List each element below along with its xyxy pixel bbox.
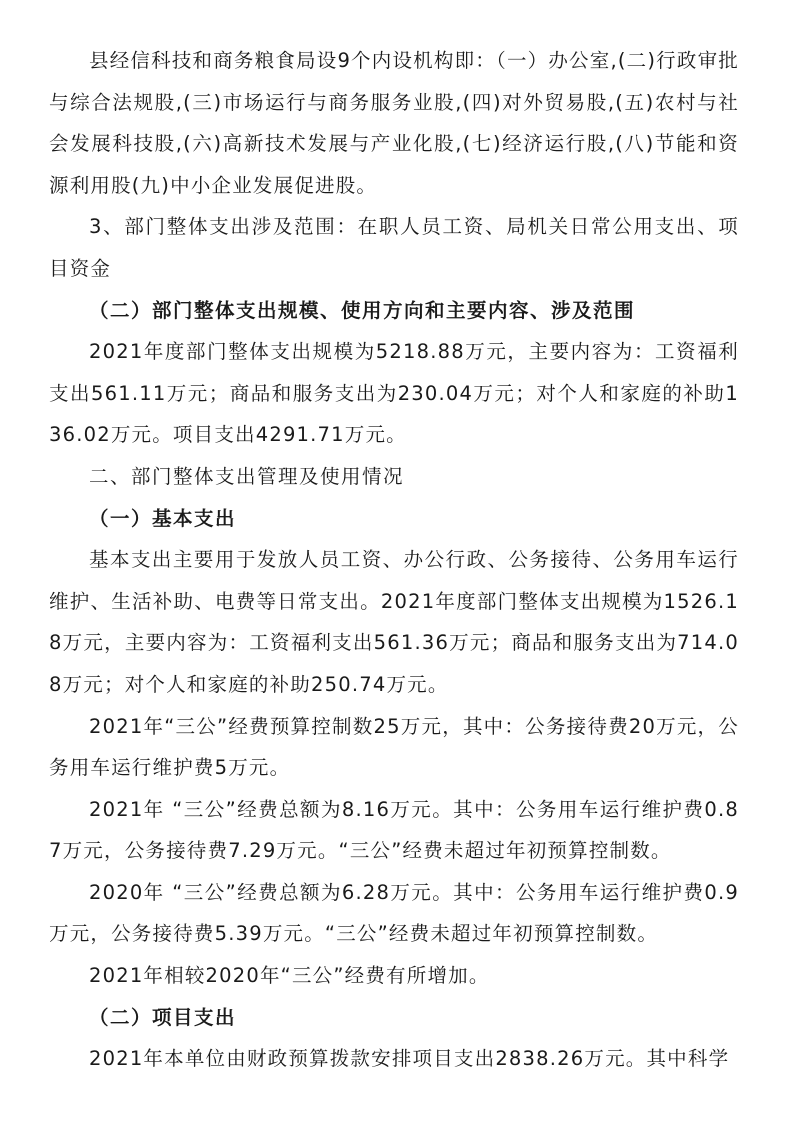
- document-body: [49, 40, 739, 1080]
- paragraph-three-public-budget: 2021年“三公”经费预算控制数25万元，其中：公务接待费20万元，公务用车运行维护费5万元。: [49, 714, 739, 780]
- paragraph-basic-expenditure: 基本支出主要用于发放人员工资、办公行政、公务接待、公务用车运行维护、生活补助、电费等日常支出。2021年度部门整体支出规模为1526.18万元，主要内容为：工资福利支出561.36万元；商品和服务支出为714.08万元；对个人和家庭的补助250.74万元。: [49, 548, 739, 696]
- heading-basic-expenditure: （一）基本支出: [89, 506, 237, 530]
- heading-expenditure-scale: （二）部门整体支出规模、使用方向和主要内容、涉及范围: [89, 298, 636, 322]
- paragraph-project-expenditure: 2021年本单位由财政预算拨款安排项目支出2838.26万元。其中科学: [89, 1047, 730, 1071]
- heading-project-expenditure: （二）项目支出: [89, 1005, 237, 1029]
- paragraph-internal-structure: 县经信科技和商务粮食局设9个内设机构即：（一）办公室,(二)行政审批与综合法规股,(三)市场运行与商务服务业股,(四)对外贸易股,(五)农村与社会发展科技股,(六)高新技术发展与产业化股,(七)经济运行股,(八)节能和资源利用股(九)中小企业发展促进股。: [49, 49, 739, 197]
- paragraph-expenditure-scope: 3、部门整体支出涉及范围：在职人员工资、局机关日常公用支出、项目资金: [49, 215, 739, 280]
- paragraph-three-public-2020: 2020年 “三公”经费总额为6.28万元。其中：公务用车运行维护费0.9万元，公务接待费5.39万元。“三公”经费未超过年初预算控制数。: [49, 880, 739, 946]
- heading-section-two: 二、部门整体支出管理及使用情况: [89, 464, 405, 488]
- paragraph-three-public-2021: 2021年 “三公”经费总额为8.16万元。其中：公务用车运行维护费0.87万元，公务接待费7.29万元。“三公”经费未超过年初预算控制数。: [49, 797, 739, 863]
- paragraph-expenditure-scale: 2021年度部门整体支出规模为5218.88万元，主要内容为：工资福利支出561.11万元；商品和服务支出为230.04万元；对个人和家庭的补助136.02万元。项目支出4291.71万元。: [49, 340, 739, 447]
- paragraph-three-public-comparison: 2021年相较2020年“三公”经费有所增加。: [89, 964, 490, 988]
